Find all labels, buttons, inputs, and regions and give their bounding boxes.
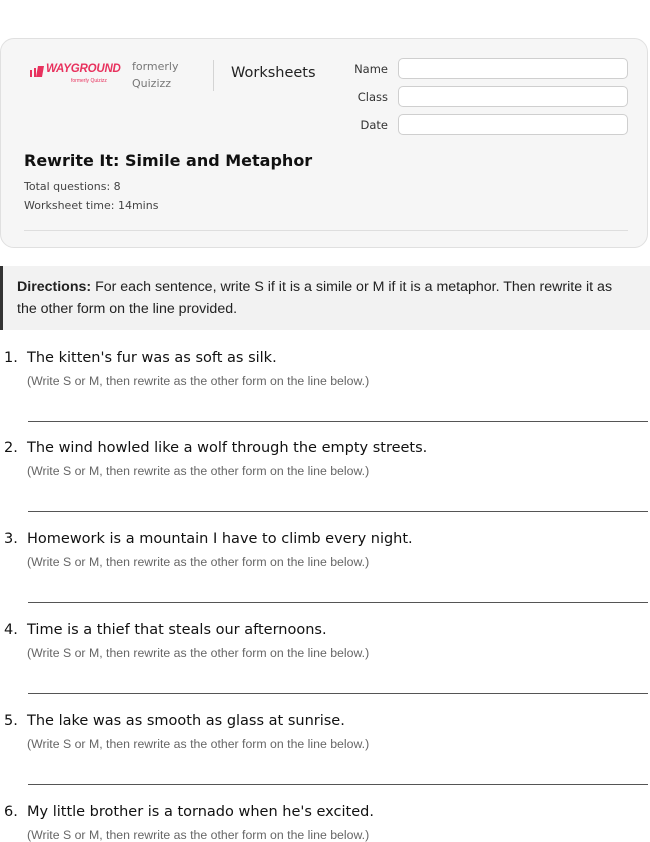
question-hint: (Write S or M, then rewrite as the other form on the line below.) <box>27 555 370 569</box>
worksheet-time: Worksheet time: 14mins <box>24 199 159 212</box>
question-number: 3. <box>4 531 18 547</box>
logo-tagline: formerly Quizizz <box>71 78 107 84</box>
question-hint: (Write S or M, then rewrite as the other form on the line below.) <box>27 646 370 660</box>
question-hint: (Write S or M, then rewrite as the other form on the line below.) <box>27 737 370 751</box>
directions-box <box>0 266 650 330</box>
class-label: Class <box>357 90 388 104</box>
section-title: Worksheets <box>231 65 316 81</box>
directions-label: Directions: <box>17 279 92 295</box>
question-number: 5. <box>4 713 18 729</box>
date-label: Date <box>360 118 388 132</box>
question-item <box>0 350 650 440</box>
worksheet-title: Rewrite It: Simile and Metaphor <box>24 151 313 170</box>
wayground-logo-mark-icon <box>29 66 45 78</box>
header-rule <box>24 230 628 231</box>
answer-line[interactable] <box>28 784 648 785</box>
question-text: My little brother is a tornado when he's excited. <box>27 804 374 820</box>
name-field[interactable] <box>398 58 628 79</box>
question-item <box>0 531 650 621</box>
answer-line[interactable] <box>28 693 648 694</box>
question-number: 6. <box>4 804 18 820</box>
worksheet-header <box>0 38 648 248</box>
question-hint: (Write S or M, then rewrite as the other form on the line below.) <box>27 828 370 842</box>
question-item <box>0 804 650 842</box>
question-text: The lake was as smooth as glass at sunrise. <box>27 713 345 729</box>
total-questions: Total questions: 8 <box>24 180 121 193</box>
name-label: Name <box>354 62 388 76</box>
question-hint: (Write S or M, then rewrite as the other form on the line below.) <box>27 464 370 478</box>
question-text: Homework is a mountain I have to climb every night. <box>27 531 413 547</box>
question-text: The wind howled like a wolf through the empty streets. <box>27 440 428 456</box>
question-hint: (Write S or M, then rewrite as the other form on the line below.) <box>27 374 370 388</box>
question-text: Time is a thief that steals our afternoons. <box>27 622 327 638</box>
answer-line[interactable] <box>28 421 648 422</box>
directions-text: For each sentence, write S if it is a simile or M if it is a metaphor. Then rewrite it as the other form on the line provided. <box>17 279 613 317</box>
logo-wordmark: WAYGROUND <box>46 63 121 75</box>
class-field[interactable] <box>398 86 628 107</box>
answer-line[interactable] <box>28 511 648 512</box>
date-field[interactable] <box>398 114 628 135</box>
wayground-logo <box>29 63 121 86</box>
question-number: 4. <box>4 622 18 638</box>
formerly-quizizz-text: formerly Quizizz <box>132 60 179 90</box>
question-item <box>0 440 650 530</box>
question-item <box>0 622 650 712</box>
question-number: 2. <box>4 440 18 456</box>
answer-line[interactable] <box>28 602 648 603</box>
question-number: 1. <box>4 350 18 366</box>
question-text: The kitten's fur was as soft as silk. <box>27 350 277 366</box>
question-item <box>0 713 650 803</box>
header-divider <box>213 60 214 91</box>
